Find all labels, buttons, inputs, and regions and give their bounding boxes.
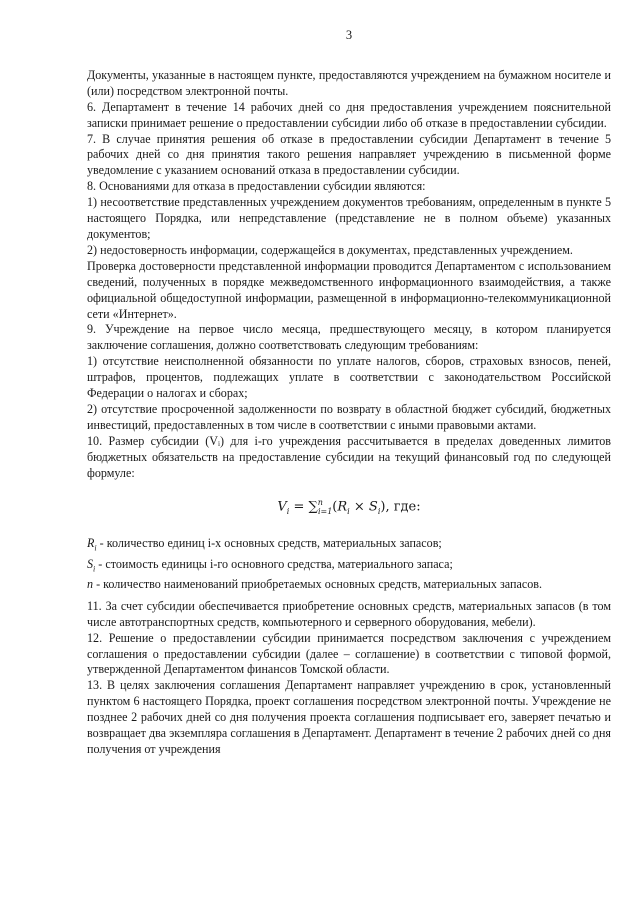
paragraph-13: 13. В целях заключения соглашения Департамент направляет учреждению в срок, установленный пунктом 6 настоящего Порядка, проект соглашения посредством электронной почты. Учреждение не позднее 2 рабочих дней со дня получения проекта соглашения подписывает его, заверяет печатью и возвращает два экземпляра соглашения в Департамент. Департамент в течение 2 рабочих дней со дня получения от учреждения — [87, 678, 611, 756]
formula-sum: = ∑ — [289, 499, 318, 515]
paragraph-7: 7. В случае принятия решения об отказе в предоставлении субсидии Департамент в течение 5 рабочих дней со дня принятия такого решения направляет учреждению в письменной форме уведомление с указанием оснований отказа в предоставлении субсидии. — [87, 131, 611, 178]
paragraph-8-item-1: 1) несоответствие представленных учреждением документов требованиям, определенным в пункте 5 настоящего Порядка, или непредставление (представление не в полном объеме) указанных документов; — [87, 195, 611, 241]
formula-open: ( — [332, 499, 338, 515]
definition-s-var: S — [87, 556, 94, 571]
definition-s-sub: i — [93, 564, 96, 574]
paragraph-9-item-2: 2) отсутствие просроченной задолженности по возврату в областной бюджет субсидий, бюджетных инвестиций, предоставленных в том числе в соответствии с иными правовыми актами. — [87, 401, 611, 432]
formula-sum-sup: n — [317, 498, 323, 508]
definition-r-sub: i — [94, 543, 97, 553]
definition-r-var: R — [87, 536, 95, 551]
formula-s: S — [368, 499, 378, 515]
definition-r — [87, 536, 611, 556]
formula-times: × — [349, 499, 369, 515]
definition-s — [87, 557, 611, 577]
formula-close: ), — [380, 499, 394, 515]
page-number: 3 — [345, 28, 353, 42]
definition-n-var: n — [87, 576, 94, 591]
paragraph-documents: Документы, указанные в настоящем пункте, предоставляются учреждением на бумажном носителе и (или) посредством электронной почты. — [87, 67, 611, 98]
paragraph-11: 11. За счет субсидии обеспечивается приобретение основных средств, материальных запасов (в том числе автотранспортных средств, компьютерного и серверного оборудования, мебели). — [87, 598, 611, 629]
formula-tail: где: — [393, 499, 421, 515]
definition-n — [87, 577, 611, 593]
formula-lhs: V — [277, 499, 287, 515]
paragraph-8: 8. Основаниями для отказа в предоставлении субсидии являются: — [87, 179, 426, 194]
paragraph-10: 10. Размер субсидии (Vᵢ) для i-го учреждения рассчитывается в пределах доведенных лимитов бюджетных обязательств на предоставление субсидии на текущий финансовый год по следующей формуле: — [87, 433, 611, 480]
formula-r-sub: i — [347, 507, 350, 517]
paragraph-6: 6. Департамент в течение 14 рабочих дней со дня предоставления учреждением пояснительной записки принимает решение о предоставлении субсидии либо об отказе в предоставлении субсидии. — [87, 99, 611, 130]
paragraph-12: 12. Решение о предоставлении субсидии принимается посредством заключения с учреждением соглашения о предоставлении субсидии (далее – соглашение) в соответствии с типовой формой, утвержденной Департаментом финансов Томской области. — [87, 630, 611, 677]
paragraph-verification: Проверка достоверности представленной информации проводится Департаментом с использованием сведений, полученных в порядке межведомственного информационного взаимодействия, а также официальной общедоступной информации, размещенной в информационно-телекоммуникационной сети «Интернет». — [87, 258, 611, 321]
document-page — [87, 28, 611, 758]
formula-r: R — [337, 499, 348, 515]
definition-s-text: - стоимость единицы i-го основного средства, материального запаса; — [95, 556, 453, 571]
definition-n-text: - количество наименований приобретаемых основных средств, материальных запасов. — [93, 576, 542, 591]
formula-s-sub: i — [377, 507, 381, 517]
paragraph-9: 9. Учреждение на первое число месяца, предшествующего месяцу, в котором планируется заключение соглашения, должно соответствовать следующим требованиям: — [87, 322, 611, 353]
formula-sum-sub: i=1 — [317, 507, 333, 517]
paragraph-9-item-1: 1) отсутствие неисполненной обязанности по уплате налогов, сборов, страховых взносов, пеней, штрафов, процентов, подлежащих уплате в соответствии с законодательством Российской Федерации о налогах и сборах; — [87, 354, 611, 401]
subsidy-formula — [87, 495, 611, 520]
formula-lhs-sub: i — [286, 507, 290, 517]
paragraph-8-item-2: 2) недостоверность информации, содержащейся в документах, представленных учреждением. — [87, 242, 573, 257]
definition-r-text: - количество единиц i-х основных средств, материальных запасов; — [96, 536, 442, 551]
